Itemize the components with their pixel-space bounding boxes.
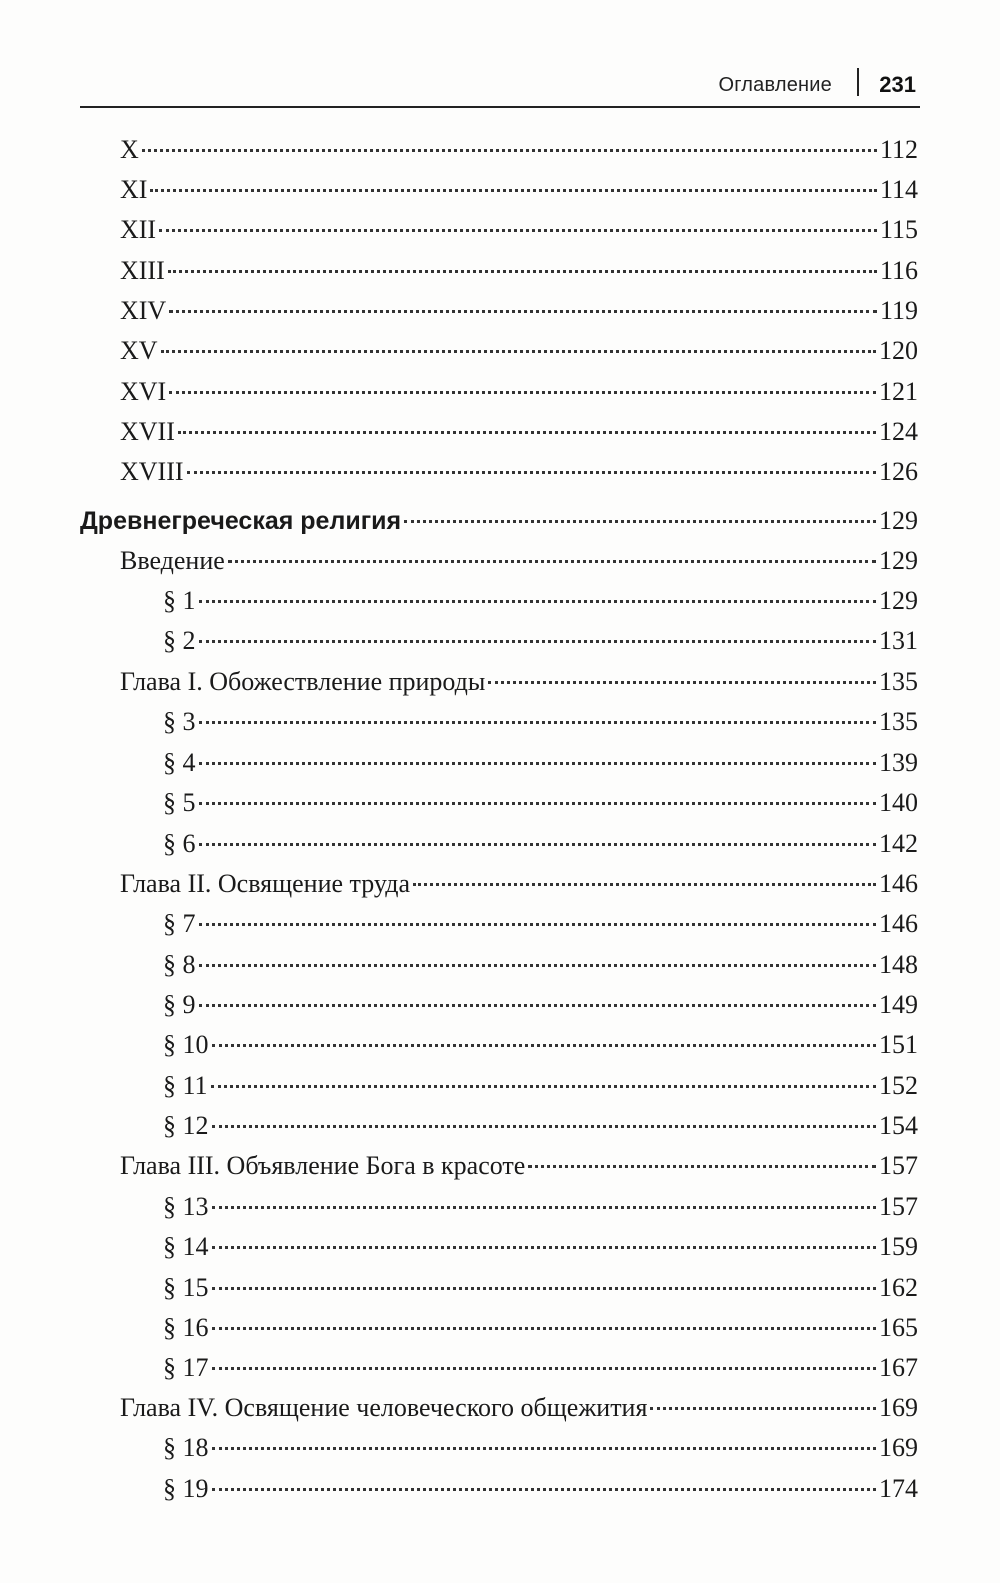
toc-entry-label: XIV bbox=[120, 296, 167, 325]
toc-entry-label: § 13 bbox=[163, 1192, 209, 1221]
toc-entry-page: 135 bbox=[879, 667, 918, 696]
toc-entry-page: 157 bbox=[879, 1192, 918, 1221]
toc-leader-dots bbox=[199, 1004, 877, 1007]
toc-leader-dots bbox=[212, 1367, 877, 1370]
toc-entry bbox=[120, 210, 918, 250]
toc-entry-label: XV bbox=[120, 336, 158, 365]
toc-leader-dots bbox=[199, 802, 877, 805]
toc-entry-label: § 12 bbox=[163, 1111, 209, 1140]
toc-leader-dots bbox=[168, 270, 877, 273]
toc-entry-page: 115 bbox=[879, 215, 918, 244]
toc-entry-page: 139 bbox=[879, 748, 918, 777]
toc-leader-dots bbox=[212, 1327, 877, 1330]
toc-entry-label: § 16 bbox=[163, 1313, 209, 1342]
toc-entry-page: 116 bbox=[879, 256, 918, 285]
toc-entry-label: § 3 bbox=[163, 707, 196, 736]
toc-entry-page: 169 bbox=[879, 1433, 918, 1462]
toc-entry-page: 131 bbox=[879, 626, 918, 655]
toc-entry bbox=[163, 1187, 918, 1227]
toc-entry-label: Глава I. Обожествление природы bbox=[120, 667, 486, 696]
toc-entry-page: 167 bbox=[879, 1353, 918, 1382]
toc-leader-dots bbox=[212, 1447, 877, 1450]
toc-entry-page: 126 bbox=[879, 457, 918, 486]
toc-entry-page: 149 bbox=[879, 990, 918, 1019]
toc-entry-label: § 2 bbox=[163, 626, 196, 655]
toc-entry bbox=[163, 783, 918, 823]
toc-entry-page: 146 bbox=[879, 909, 918, 938]
toc-entry-page: 129 bbox=[879, 506, 918, 535]
toc-entry bbox=[163, 945, 918, 985]
toc-entry-page: 129 bbox=[879, 546, 918, 575]
toc-entry-label: Глава III. Объявление Бога в красоте bbox=[120, 1151, 526, 1180]
toc-entry-label: Глава II. Освящение труда bbox=[120, 869, 410, 898]
toc-leader-dots bbox=[199, 964, 877, 967]
toc-entry bbox=[80, 501, 918, 541]
toc-entry bbox=[163, 702, 918, 742]
toc-entry-label: § 6 bbox=[163, 829, 196, 858]
toc-entry-page: 159 bbox=[879, 1232, 918, 1261]
toc-leader-dots bbox=[212, 1206, 877, 1209]
toc-entry bbox=[120, 291, 918, 331]
toc-leader-dots bbox=[178, 431, 876, 434]
toc-entry-label: § 4 bbox=[163, 748, 196, 777]
toc-entry bbox=[163, 904, 918, 944]
toc-entry-label: § 15 bbox=[163, 1273, 209, 1302]
toc-entry bbox=[120, 452, 918, 492]
toc-entry-label: § 1 bbox=[163, 586, 196, 615]
toc-entry-label: § 10 bbox=[163, 1030, 209, 1059]
toc-entry-page: 119 bbox=[879, 296, 918, 325]
toc-entry bbox=[163, 581, 918, 621]
toc-entry-page: 151 bbox=[879, 1030, 918, 1059]
toc-entry bbox=[120, 412, 918, 452]
toc-leader-dots bbox=[212, 1246, 877, 1249]
toc-entry bbox=[163, 1106, 918, 1146]
toc-entry-page: 154 bbox=[879, 1111, 918, 1140]
toc-leader-dots bbox=[211, 1085, 876, 1088]
running-head-separator bbox=[857, 68, 859, 96]
toc-leader-dots bbox=[159, 229, 877, 232]
toc-leader-dots bbox=[212, 1044, 877, 1047]
toc-entry-label: § 5 bbox=[163, 788, 196, 817]
toc-entry-label: § 8 bbox=[163, 950, 196, 979]
toc-leader-dots bbox=[169, 391, 876, 394]
toc-entry bbox=[163, 985, 918, 1025]
toc-entry-page: 162 bbox=[879, 1273, 918, 1302]
toc-entry-label: X bbox=[120, 135, 139, 164]
toc-entry bbox=[163, 1066, 918, 1106]
toc-entry-page: 152 bbox=[879, 1071, 918, 1100]
toc-entry bbox=[163, 824, 918, 864]
toc-entry-label: Древнегреческая религия bbox=[80, 507, 402, 535]
toc-entry bbox=[120, 1146, 918, 1186]
toc-entry bbox=[163, 1227, 918, 1267]
toc-leader-dots bbox=[199, 640, 877, 643]
toc-leader-dots bbox=[150, 189, 877, 192]
toc-entry-page: 124 bbox=[879, 417, 918, 446]
toc-leader-dots bbox=[404, 520, 876, 523]
toc-leader-dots bbox=[228, 560, 876, 563]
toc-entry-label: XVII bbox=[120, 417, 175, 446]
toc-leader-dots bbox=[488, 681, 876, 684]
toc-entry bbox=[163, 1025, 918, 1065]
toc-leader-dots bbox=[169, 310, 877, 313]
toc-entry bbox=[163, 1428, 918, 1468]
toc-entry-page: 135 bbox=[879, 707, 918, 736]
toc-entry-page: 148 bbox=[879, 950, 918, 979]
toc-entry-page: 112 bbox=[879, 135, 918, 164]
toc-leader-dots bbox=[212, 1287, 877, 1290]
toc-entry-page: 140 bbox=[879, 788, 918, 817]
toc-entry-page: 174 bbox=[879, 1474, 918, 1503]
toc-entry bbox=[120, 864, 918, 904]
toc-entry-label: § 11 bbox=[163, 1071, 208, 1100]
toc-entry-page: 114 bbox=[879, 175, 918, 204]
toc-entry bbox=[163, 1308, 918, 1348]
toc-leader-dots bbox=[413, 883, 876, 886]
toc-entry-label: XVI bbox=[120, 377, 167, 406]
toc-leader-dots bbox=[142, 149, 877, 152]
toc-entry bbox=[163, 1268, 918, 1308]
toc-entry-label: § 7 bbox=[163, 909, 196, 938]
toc-entry-page: 129 bbox=[879, 586, 918, 615]
toc-entry-page: 165 bbox=[879, 1313, 918, 1342]
toc-entry-page: 146 bbox=[879, 869, 918, 898]
toc-entry bbox=[120, 541, 918, 581]
running-head bbox=[80, 66, 920, 108]
toc-entry-label: Введение bbox=[120, 546, 225, 575]
toc-entry bbox=[163, 621, 918, 661]
toc-entry bbox=[120, 1388, 918, 1428]
toc-entry bbox=[120, 662, 918, 702]
toc-leader-dots bbox=[212, 1488, 877, 1491]
toc-entry-page: 120 bbox=[879, 336, 918, 365]
toc-leader-dots bbox=[187, 471, 876, 474]
toc-leader-dots bbox=[199, 721, 877, 724]
toc-entry bbox=[120, 331, 918, 371]
toc-entry bbox=[120, 372, 918, 412]
toc-entry bbox=[120, 130, 918, 170]
page-number: 231 bbox=[879, 72, 916, 97]
toc-entry bbox=[163, 743, 918, 783]
toc-entry-page: 142 bbox=[879, 829, 918, 858]
toc-entry-label: Глава IV. Освящение человеческого общежития bbox=[120, 1393, 648, 1422]
toc-entry bbox=[120, 251, 918, 291]
toc-entry-page: 157 bbox=[879, 1151, 918, 1180]
toc-entry-label: XIII bbox=[120, 256, 165, 285]
toc-entry-label: XVIII bbox=[120, 457, 184, 486]
toc-leader-dots bbox=[212, 1125, 877, 1128]
toc-entry-label: XII bbox=[120, 215, 157, 244]
toc-leader-dots bbox=[161, 350, 876, 353]
toc-entry bbox=[163, 1348, 918, 1388]
toc-leader-dots bbox=[199, 600, 877, 603]
toc-leader-dots bbox=[199, 762, 877, 765]
toc-entry-label: § 9 bbox=[163, 990, 196, 1019]
toc-leader-dots bbox=[528, 1165, 876, 1168]
toc-entry bbox=[120, 170, 918, 210]
toc-leader-dots bbox=[650, 1407, 876, 1410]
toc-leader-dots bbox=[199, 843, 877, 846]
toc-entry-label: § 14 bbox=[163, 1232, 209, 1261]
running-head-title: Оглавление bbox=[718, 74, 832, 96]
toc-entry-label: § 19 bbox=[163, 1474, 209, 1503]
toc-entry-label: § 17 bbox=[163, 1353, 209, 1382]
toc-entry-page: 169 bbox=[879, 1393, 918, 1422]
toc-entry-label: § 18 bbox=[163, 1433, 209, 1462]
toc-entry-label: XI bbox=[120, 175, 148, 204]
toc-entry bbox=[163, 1469, 918, 1509]
toc-leader-dots bbox=[199, 923, 877, 926]
toc-entry-page: 121 bbox=[879, 377, 918, 406]
